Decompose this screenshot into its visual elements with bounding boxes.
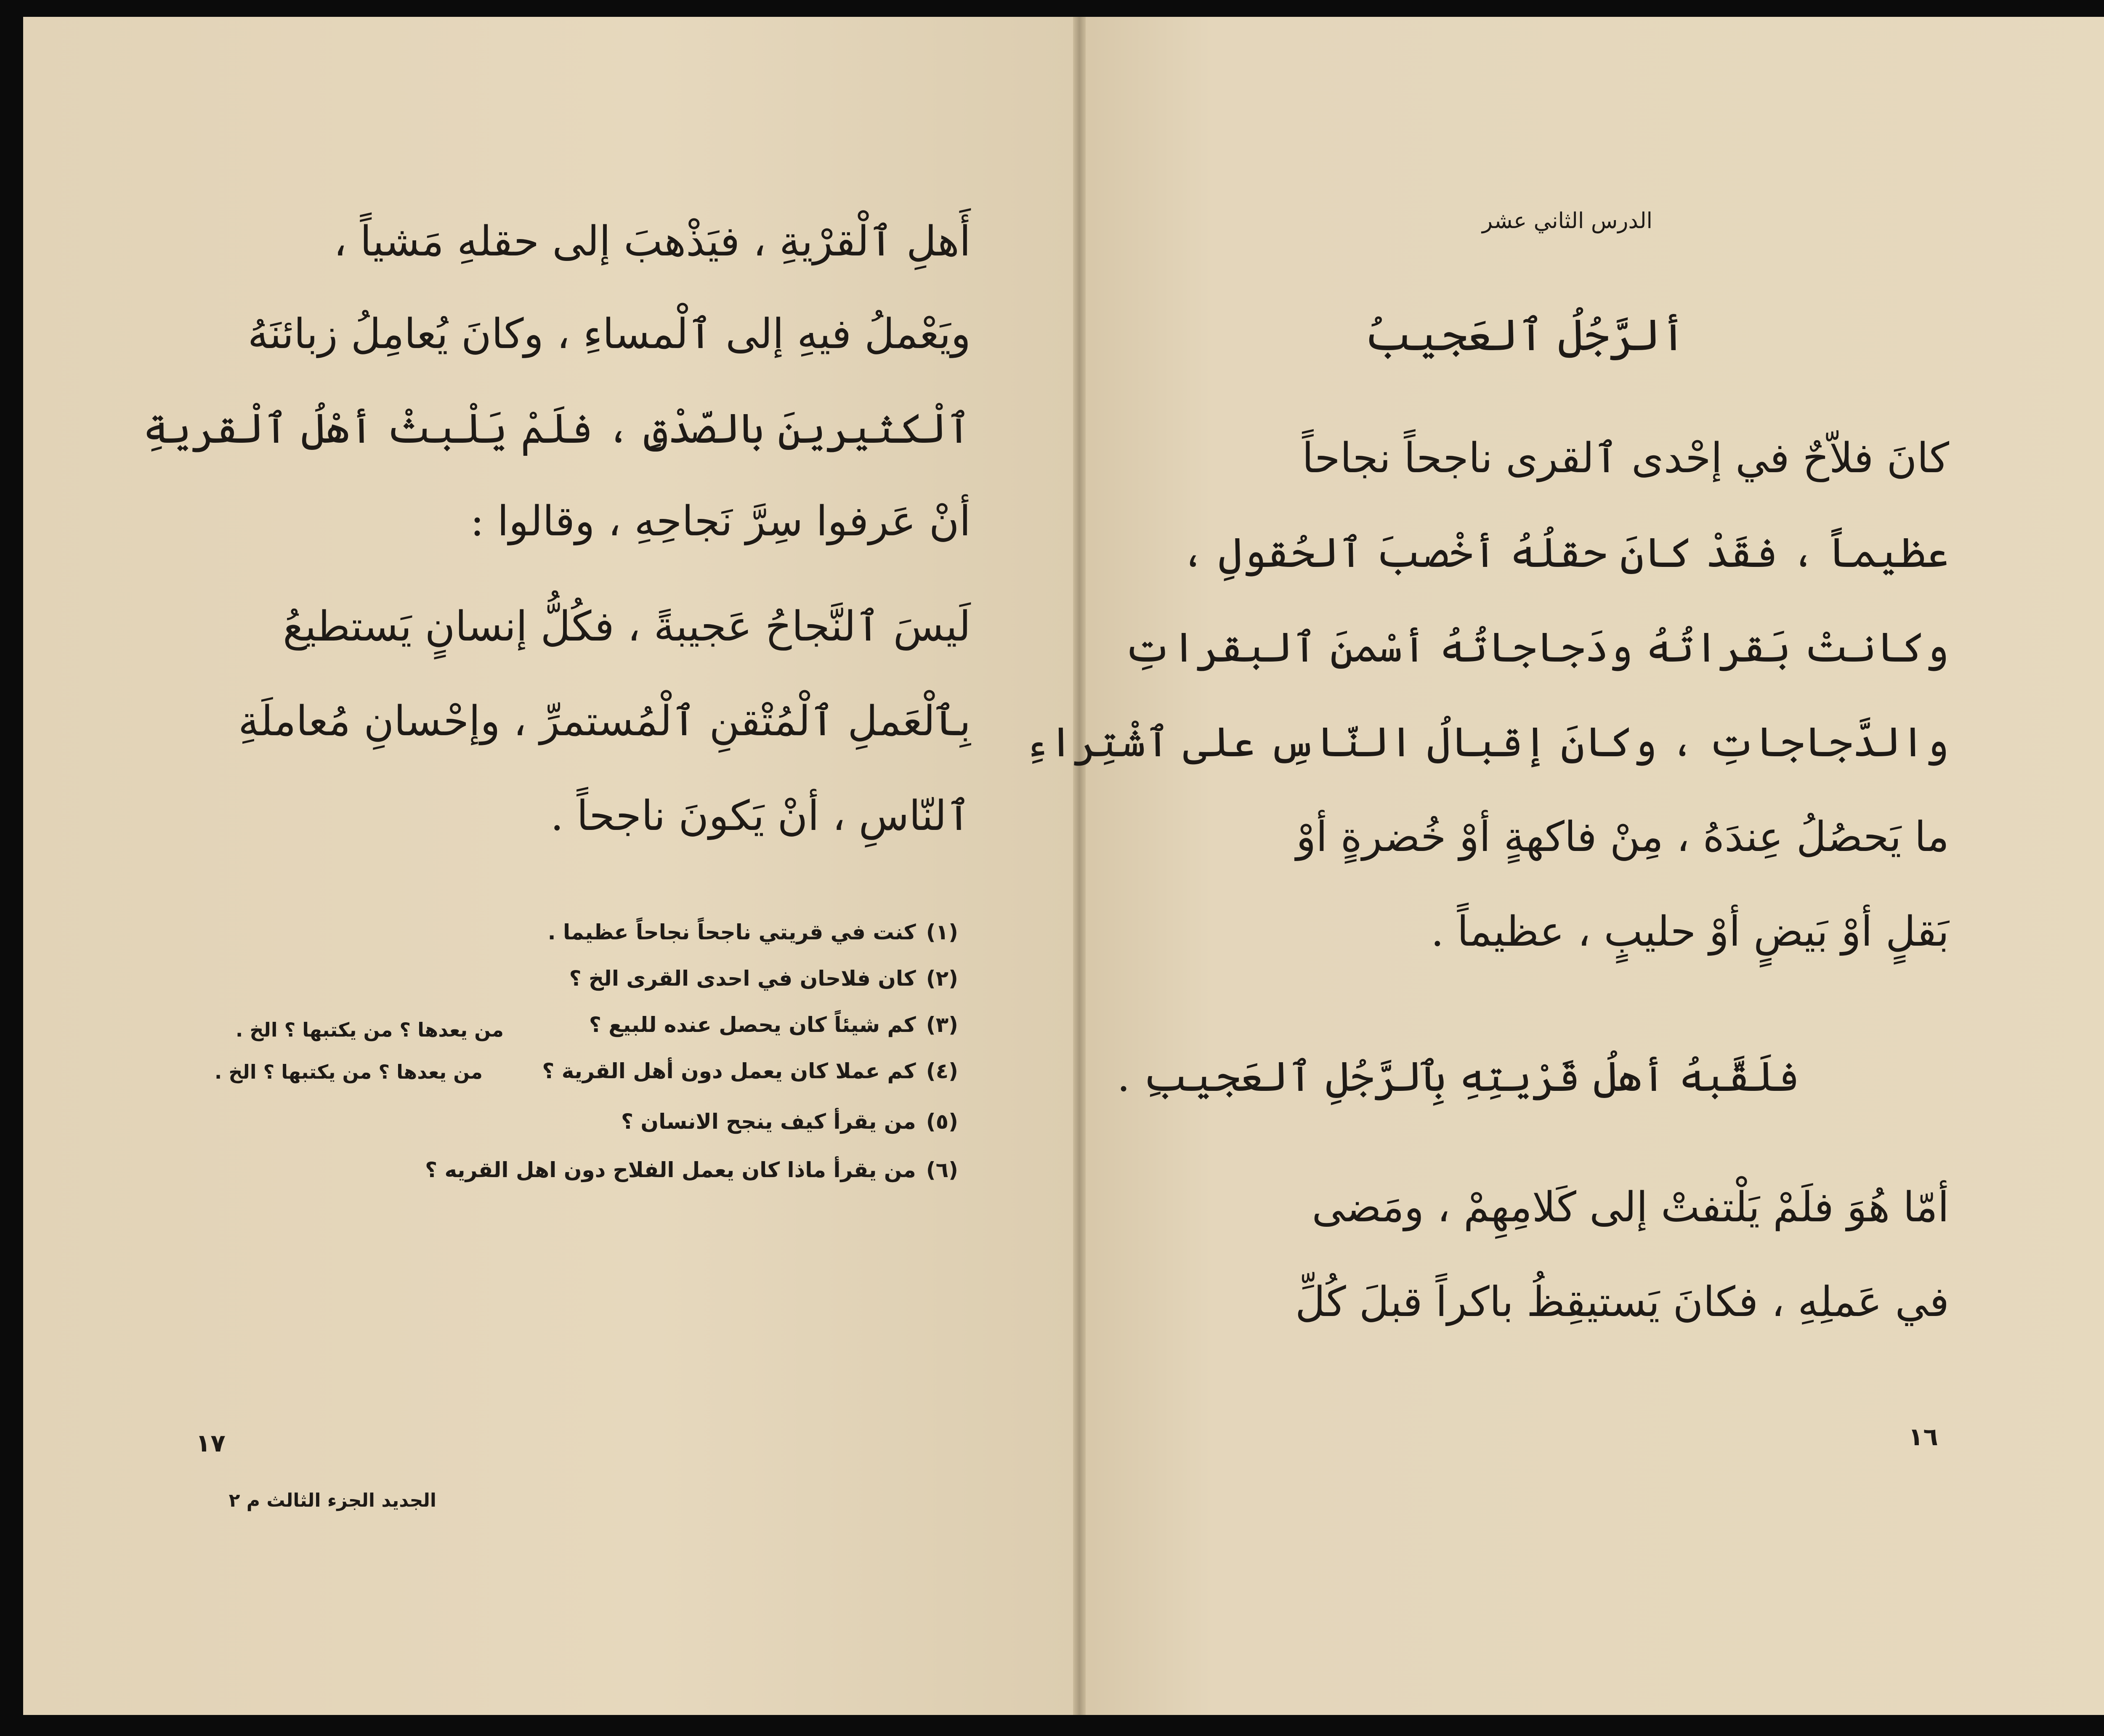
right-paragraph3-line: في عَملِهِ ، فكانَ يَستيقِظُ باكراً قبلَ كُلِّ [1295,1278,1949,1326]
left-page-number: ١٧ [196,1429,226,1457]
right-paragraph1-line: وكانتْ بَقراتُهُ ودَجاجاتُهُ أسْمنَ ٱلبقراتِ [1123,624,1949,672]
right-paragraph1-line: بَقلٍ أوْ بَيضٍ أوْ حليبٍ ، عظيماً . [1431,908,1949,956]
footer-signature: الجديد الجزء الثالث م ٢ [228,1490,436,1511]
right-paragraph1-line: كانَ فلاّحٌ في إحْدى ٱلقرى ناجحاً نجاحاً [1302,434,1949,482]
question-text: من يقرأ كيف ينجح الانسان ؟ [621,1109,916,1134]
lesson-title: ألرَّجُلُ ٱلعَجيبُ [1364,309,1686,361]
left-paragraph2-line: ٱلنّاسِ ، أنْ يَكونَ ناجحاً . [550,792,971,840]
right-paragraph1-line: عظيماً ، فقَدْ كانَ حقلُهُ أخْصبَ ٱلحُقولِ ، [1181,529,1949,577]
book-gutter [1073,17,1086,1715]
question-number: (١) [926,920,958,944]
left-page [23,17,1075,1715]
question-number: (٦) [926,1158,958,1182]
question-number: (٣) [926,1013,958,1037]
right-page-number: ١٦ [1908,1422,1938,1451]
right-paragraph1-line: ما يَحصُلُ عِندَهُ ، مِنْ فاكهةٍ أوْ خُضرةٍ أوْ [1296,813,1949,861]
left-paragraph1-line: ويَعْملُ فيهِ إلى ٱلْمساءِ ، وكانَ يُعامِلُ زبائنَهُ [247,310,971,358]
question-number: (٤) [926,1059,958,1083]
question-number: (٢) [926,966,958,991]
question-6 [425,1159,958,1180]
question-4 [542,1061,958,1082]
question-text: كان فلاحان في احدى القرى الخ ؟ [569,966,916,991]
question-text: كنت في قريتي ناجحاً نجاحاً عظيما . [547,920,916,944]
right-page [1025,17,2104,1715]
question-number: (٥) [926,1109,958,1134]
left-paragraph2-line: بِٱلْعَملِ ٱلْمُتْقنِ ٱلْمُستمرِّ ، وإحْسانِ مُعاملَةِ [238,697,971,745]
question-3 [589,1014,958,1035]
question-1 [548,922,958,943]
question-text: كم شيئاً كان يحصل عنده للبيع ؟ [589,1013,916,1037]
question-note: من يعدها ؟ من يكتبها ؟ الخ . [214,1061,483,1083]
right-paragraph2: فلَقَّبهُ أهلُ قَرْيتِهِ بِٱلرَّجُلِ ٱلعَجيبِ . [1117,1053,1800,1101]
lesson-label: الدرس الثاني عشر [1482,208,1652,234]
question-2 [569,968,958,989]
left-paragraph1-line: أَهلِ ٱلْقرْيةِ ، فيَذْهبَ إلى حقلهِ مَشياً ، [333,218,971,266]
left-paragraph1-line: أنْ عَرفوا سِرَّ نَجاحِهِ ، وقالوا : [470,497,971,545]
left-paragraph1-line: ٱلْكثيرينَ بالصّدْقِ ، فلَمْ يَلْبثْ أهْلُ ٱلْقريةِ [143,405,971,453]
question-note: من يعدها ؟ من يكتبها ؟ الخ . [235,1018,504,1041]
question-5 [621,1111,958,1132]
right-paragraph1-line: والدَّجاجاتِ ، وكانَ إقبالُ النّاسِ على ٱشْتِراءِ [1025,718,1949,766]
right-paragraph3-line: أمّا هُوَ فلَمْ يَلْتفتْ إلى كَلامِهِمْ ، ومَضى [1312,1183,1949,1231]
question-text: من يقرأ ماذا كان يعمل الفلاح دون اهل القريه ؟ [425,1158,916,1182]
question-text: كم عملا كان يعمل دون أهل القرية ؟ [542,1059,916,1083]
left-paragraph2-line: لَيسَ ٱلنَّجاحُ عَجيبةً ، فكُلُّ إنسانٍ يَستطيعُ [283,603,971,651]
